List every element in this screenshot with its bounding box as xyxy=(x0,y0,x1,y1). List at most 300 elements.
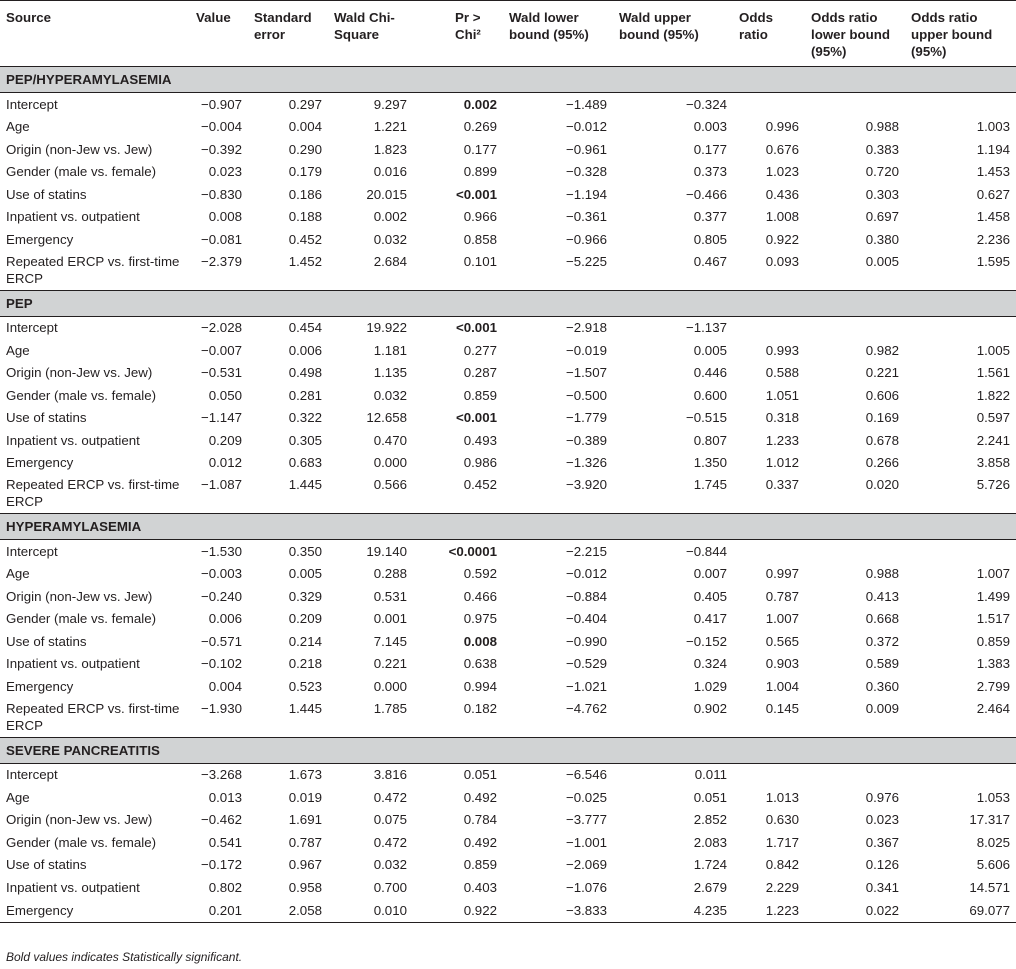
source-cell: Origin (non-Jew vs. Jew) xyxy=(6,141,153,157)
or-upper-cell: 17.317 xyxy=(969,812,1010,828)
odds-ratio-cell: 1.012 xyxy=(765,455,799,471)
p-value-cell: 0.966 xyxy=(463,209,497,225)
wald-chi-square-cell: 0.032 xyxy=(373,387,407,403)
odds-ratio-cell: 1.233 xyxy=(765,432,799,448)
p-value-cell: <0.001 xyxy=(455,320,497,336)
wald-chi-square-cell: 3.816 xyxy=(373,767,407,783)
or-upper-cell: 0.597 xyxy=(976,410,1010,426)
or-lower-cell: 0.982 xyxy=(865,342,899,358)
or-lower-cell xyxy=(805,316,905,339)
col-header-wald-lower: Wald lower bound (95%) xyxy=(503,1,613,67)
standard-error-cell: 0.967 xyxy=(288,857,322,873)
wald-upper-cell: 2.852 xyxy=(693,812,727,828)
standard-error-cell: 0.329 xyxy=(288,588,322,604)
wald-lower-cell: −0.990 xyxy=(565,633,607,649)
source-cell: Inpatient vs. outpatient xyxy=(6,656,140,672)
wald-chi-square-cell: 0.221 xyxy=(373,656,407,672)
value-cell: −1.530 xyxy=(200,543,242,559)
table-row xyxy=(0,675,1016,698)
p-value-cell: <0.0001 xyxy=(448,543,497,559)
or-upper-cell: 1.561 xyxy=(976,365,1010,381)
wald-lower-cell: −0.389 xyxy=(565,432,607,448)
col-header-wald-upper: Wald upper bound (95%) xyxy=(613,1,733,67)
p-value-cell: 0.859 xyxy=(463,857,497,873)
p-value-cell: <0.001 xyxy=(455,186,497,202)
wald-lower-cell: −0.500 xyxy=(565,387,607,403)
wald-upper-cell: 1.029 xyxy=(693,678,727,694)
value-cell: 0.050 xyxy=(208,387,242,403)
source-cell: Emergency xyxy=(0,899,190,923)
source-cell: Repeated ERCP vs. first-time ERCP xyxy=(6,700,180,733)
table-row xyxy=(0,251,1016,291)
wald-chi-square-cell: 19.140 xyxy=(366,543,407,559)
table-row xyxy=(0,206,1016,229)
source-cell: Gender (male vs. female) xyxy=(6,387,157,403)
or-upper-cell: 2.799 xyxy=(976,678,1010,694)
col-header-value: Value xyxy=(190,1,248,67)
standard-error-cell: 1.452 xyxy=(288,253,322,269)
p-value-cell: 0.986 xyxy=(463,455,497,471)
p-value-cell: 0.277 xyxy=(463,342,497,358)
col-header-source: Source xyxy=(0,1,190,67)
source-cell: Gender (male vs. female) xyxy=(6,611,157,627)
source-cell: Age xyxy=(6,789,30,805)
p-value-cell: 0.492 xyxy=(463,834,497,850)
odds-ratio-cell: 0.318 xyxy=(765,410,799,426)
wald-chi-square-cell: 1.221 xyxy=(373,119,407,135)
wald-chi-square-cell: 0.566 xyxy=(373,477,407,492)
wald-chi-square-cell: 9.297 xyxy=(373,96,407,112)
wald-upper-cell: 1.350 xyxy=(693,455,727,471)
value-cell: −0.081 xyxy=(200,231,242,247)
table-row xyxy=(0,407,1016,430)
table-row xyxy=(0,809,1016,832)
or-lower-cell: 0.372 xyxy=(865,633,899,649)
or-lower-cell: 0.413 xyxy=(865,588,899,604)
value-cell: 0.013 xyxy=(208,789,242,805)
table-row xyxy=(0,452,1016,475)
source-cell: Intercept xyxy=(6,96,58,112)
or-lower-cell: 0.367 xyxy=(865,834,899,850)
wald-upper-cell: 0.805 xyxy=(693,231,727,247)
table-row xyxy=(0,228,1016,251)
table-row xyxy=(0,339,1016,362)
or-lower-cell: 0.023 xyxy=(865,812,899,828)
odds-ratio-cell: 0.337 xyxy=(765,477,799,492)
col-header-odds-ratio: Odds ratio xyxy=(733,1,805,67)
or-upper-cell: 5.606 xyxy=(976,857,1010,873)
or-lower-cell: 0.126 xyxy=(865,857,899,873)
or-upper-cell: 1.005 xyxy=(976,342,1010,358)
source-cell: Origin (non-Jew vs. Jew) xyxy=(6,365,153,381)
source-cell: Intercept xyxy=(6,320,58,336)
value-cell: 0.023 xyxy=(208,164,242,180)
or-lower-cell: 0.221 xyxy=(865,365,899,381)
source-cell: Use of statins xyxy=(6,857,87,873)
source-cell: Age xyxy=(6,342,30,358)
wald-chi-square-cell: 0.472 xyxy=(373,834,407,850)
wald-lower-cell: −2.215 xyxy=(565,543,607,559)
p-value-cell: 0.592 xyxy=(463,566,497,582)
standard-error-cell: 1.673 xyxy=(288,767,322,783)
wald-lower-cell: −1.779 xyxy=(565,410,607,426)
table-row xyxy=(0,585,1016,608)
or-lower-cell: 0.589 xyxy=(865,656,899,672)
wald-lower-cell: −0.884 xyxy=(565,588,607,604)
wald-lower-cell: −0.961 xyxy=(565,141,607,157)
wald-chi-square-cell: 1.135 xyxy=(373,365,407,381)
standard-error-cell: 0.683 xyxy=(288,455,322,471)
odds-ratio-cell: 0.676 xyxy=(765,141,799,157)
or-lower-cell: 0.988 xyxy=(865,566,899,582)
wald-upper-cell: 1.724 xyxy=(693,857,727,873)
section-header-row xyxy=(0,67,1016,93)
wald-upper-cell: −0.844 xyxy=(685,543,727,559)
table-row xyxy=(0,854,1016,877)
wald-lower-cell: −0.966 xyxy=(565,231,607,247)
wald-chi-square-cell: 1.181 xyxy=(373,342,407,358)
value-cell: −0.531 xyxy=(200,365,242,381)
wald-chi-square-cell: 0.470 xyxy=(373,432,407,448)
or-upper-cell: 3.858 xyxy=(976,455,1010,471)
source-cell: Inpatient vs. outpatient xyxy=(6,879,140,895)
or-upper-cell xyxy=(905,540,1016,563)
or-lower-cell: 0.341 xyxy=(865,879,899,895)
wald-chi-square-cell: 20.015 xyxy=(366,186,407,202)
wald-lower-cell: −0.012 xyxy=(565,566,607,582)
p-value-cell: 0.182 xyxy=(463,700,497,716)
table-row xyxy=(0,161,1016,184)
p-value-cell: 0.287 xyxy=(463,365,497,381)
wald-lower-cell: −3.777 xyxy=(565,812,607,828)
standard-error-cell: 0.188 xyxy=(288,209,322,225)
source-cell: Emergency xyxy=(6,455,74,471)
table-row xyxy=(0,563,1016,586)
standard-error-cell: 0.305 xyxy=(288,432,322,448)
source-cell: Emergency xyxy=(6,678,74,694)
source-cell: Intercept xyxy=(6,767,58,783)
wald-lower-cell: −0.529 xyxy=(565,656,607,672)
or-upper-cell: 1.383 xyxy=(976,656,1010,672)
or-lower-cell: 0.020 xyxy=(865,477,899,492)
source-cell: Use of statins xyxy=(6,633,87,649)
or-lower-cell: 0.668 xyxy=(865,611,899,627)
p-value-cell: 0.008 xyxy=(463,633,497,649)
wald-chi-square-cell: 0.531 xyxy=(373,588,407,604)
wald-chi-square-cell: 0.010 xyxy=(328,899,413,923)
odds-ratio-cell: 0.630 xyxy=(765,812,799,828)
or-lower-cell: 0.976 xyxy=(865,789,899,805)
wald-upper-cell: 0.377 xyxy=(693,209,727,225)
p-value-cell: 0.493 xyxy=(463,432,497,448)
p-value-cell: 0.466 xyxy=(463,588,497,604)
standard-error-cell: 0.186 xyxy=(288,186,322,202)
wald-lower-cell: −0.328 xyxy=(565,164,607,180)
table-row xyxy=(0,138,1016,161)
or-lower-cell xyxy=(805,93,905,116)
wald-lower-cell: −3.833 xyxy=(503,899,613,923)
wald-lower-cell: −6.546 xyxy=(565,767,607,783)
standard-error-cell: 0.179 xyxy=(288,164,322,180)
or-upper-cell xyxy=(905,93,1016,116)
source-cell: Origin (non-Jew vs. Jew) xyxy=(6,588,153,604)
or-upper-cell: 1.458 xyxy=(976,209,1010,225)
section-header-row xyxy=(0,737,1016,763)
standard-error-cell: 2.058 xyxy=(248,899,328,923)
wald-upper-cell: 0.005 xyxy=(693,342,727,358)
wald-upper-cell: 0.405 xyxy=(693,588,727,604)
value-cell: −0.571 xyxy=(200,633,242,649)
col-header-pr-chi: Pr > Chi² xyxy=(413,1,503,67)
table-row xyxy=(0,786,1016,809)
col-header-standard-error: Standard error xyxy=(248,1,328,67)
p-value-cell: 0.784 xyxy=(463,812,497,828)
wald-upper-cell: 0.600 xyxy=(693,387,727,403)
section-title: PEP/HYPERAMYLASEMIA xyxy=(0,67,1016,93)
standard-error-cell: 0.214 xyxy=(288,633,322,649)
wald-chi-square-cell: 1.823 xyxy=(373,141,407,157)
p-value-cell: 0.922 xyxy=(413,899,503,923)
source-cell: Inpatient vs. outpatient xyxy=(6,209,140,225)
or-upper-cell: 1.822 xyxy=(976,387,1010,403)
or-upper-cell: 1.517 xyxy=(976,611,1010,627)
standard-error-cell: 0.218 xyxy=(288,656,322,672)
or-lower-cell: 0.697 xyxy=(865,209,899,225)
or-upper-cell: 1.453 xyxy=(976,164,1010,180)
col-header-or-lower: Odds ratio lower bound (95%) xyxy=(805,1,905,67)
p-value-cell: 0.638 xyxy=(463,656,497,672)
wald-lower-cell: −1.507 xyxy=(565,365,607,381)
odds-ratio-cell: 0.993 xyxy=(765,342,799,358)
wald-upper-cell: −0.515 xyxy=(685,410,727,426)
or-lower-cell: 0.169 xyxy=(865,410,899,426)
value-cell: 0.006 xyxy=(208,611,242,627)
or-upper-cell xyxy=(905,316,1016,339)
or-upper-cell: 1.053 xyxy=(976,789,1010,805)
wald-lower-cell: −0.025 xyxy=(565,789,607,805)
value-cell: 0.802 xyxy=(208,879,242,895)
standard-error-cell: 0.004 xyxy=(288,119,322,135)
or-lower-cell: 0.009 xyxy=(865,700,899,716)
or-upper-cell: 2.241 xyxy=(976,432,1010,448)
or-upper-cell: 1.007 xyxy=(976,566,1010,582)
odds-ratio-cell: 2.229 xyxy=(765,879,799,895)
odds-ratio-cell: 0.996 xyxy=(765,119,799,135)
standard-error-cell: 0.350 xyxy=(288,543,322,559)
odds-ratio-cell: 1.051 xyxy=(765,387,799,403)
or-upper-cell: 5.726 xyxy=(976,477,1010,492)
wald-upper-cell: −0.466 xyxy=(685,186,727,202)
standard-error-cell: 1.445 xyxy=(288,700,322,716)
wald-upper-cell: 0.467 xyxy=(693,253,727,269)
wald-lower-cell: −1.001 xyxy=(565,834,607,850)
odds-ratio-cell: 0.787 xyxy=(765,588,799,604)
standard-error-cell: 0.209 xyxy=(288,611,322,627)
wald-upper-cell: 0.446 xyxy=(693,365,727,381)
or-upper-cell: 0.859 xyxy=(976,633,1010,649)
table-row xyxy=(0,630,1016,653)
wald-upper-cell: 0.807 xyxy=(693,432,727,448)
table-row xyxy=(0,698,1016,738)
section-header-row xyxy=(0,290,1016,316)
or-upper-cell: 1.003 xyxy=(976,119,1010,135)
wald-chi-square-cell: 0.700 xyxy=(373,879,407,895)
value-cell: 0.541 xyxy=(208,834,242,850)
odds-ratio-cell xyxy=(733,763,805,786)
wald-chi-square-cell: 0.472 xyxy=(373,789,407,805)
or-upper-cell: 69.077 xyxy=(905,899,1016,923)
or-lower-cell: 0.720 xyxy=(865,164,899,180)
wald-chi-square-cell: 19.922 xyxy=(366,320,407,336)
odds-ratio-cell xyxy=(733,316,805,339)
standard-error-cell: 0.322 xyxy=(288,410,322,426)
odds-ratio-cell: 0.842 xyxy=(765,857,799,873)
wald-chi-square-cell: 12.658 xyxy=(366,410,407,426)
wald-upper-cell: 0.373 xyxy=(693,164,727,180)
wald-upper-cell: 4.235 xyxy=(613,899,733,923)
or-upper-cell: 14.571 xyxy=(969,879,1010,895)
standard-error-cell: 0.958 xyxy=(288,879,322,895)
table-body xyxy=(0,67,1016,923)
wald-lower-cell: −0.012 xyxy=(565,119,607,135)
source-cell: Intercept xyxy=(6,543,58,559)
standard-error-cell: 0.281 xyxy=(288,387,322,403)
value-cell: −2.028 xyxy=(200,320,242,336)
table-row xyxy=(0,653,1016,676)
or-upper-cell: 1.499 xyxy=(976,588,1010,604)
source-cell: Emergency xyxy=(6,231,74,247)
or-lower-cell: 0.005 xyxy=(865,253,899,269)
table-row xyxy=(0,384,1016,407)
odds-ratio-cell xyxy=(733,540,805,563)
source-cell: Age xyxy=(6,119,30,135)
wald-upper-cell: 2.083 xyxy=(693,834,727,850)
wald-upper-cell: 0.011 xyxy=(694,767,727,783)
table-row xyxy=(0,183,1016,206)
or-upper-cell: 2.464 xyxy=(976,700,1010,716)
standard-error-cell: 0.454 xyxy=(288,320,322,336)
or-upper-cell: 2.236 xyxy=(976,231,1010,247)
wald-upper-cell: −0.152 xyxy=(685,633,727,649)
wald-upper-cell: 0.417 xyxy=(693,611,727,627)
wald-chi-square-cell: 0.001 xyxy=(373,611,407,627)
p-value-cell: 0.403 xyxy=(463,879,497,895)
wald-chi-square-cell: 0.032 xyxy=(373,857,407,873)
table-row xyxy=(0,474,1016,514)
table-row xyxy=(0,608,1016,631)
value-cell: 0.004 xyxy=(208,678,242,694)
or-lower-cell: 0.678 xyxy=(865,432,899,448)
value-cell: −0.830 xyxy=(200,186,242,202)
odds-ratio-cell: 0.997 xyxy=(765,566,799,582)
table-row xyxy=(0,362,1016,385)
or-upper-cell: 0.627 xyxy=(976,186,1010,202)
source-cell: Origin (non-Jew vs. Jew) xyxy=(6,812,153,828)
odds-ratio-cell: 0.903 xyxy=(765,656,799,672)
p-value-cell: 0.269 xyxy=(463,119,497,135)
value-cell: −1.930 xyxy=(200,700,242,716)
value-cell: −1.147 xyxy=(200,410,242,426)
odds-ratio-cell: 0.565 xyxy=(765,633,799,649)
standard-error-cell: 1.445 xyxy=(288,477,322,492)
header-row xyxy=(0,1,1016,67)
p-value-cell: 0.994 xyxy=(463,678,497,694)
odds-ratio-cell xyxy=(733,93,805,116)
wald-upper-cell: 0.177 xyxy=(693,141,727,157)
wald-chi-square-cell: 0.000 xyxy=(373,678,407,694)
value-cell: 0.012 xyxy=(208,455,242,471)
value-cell: 0.008 xyxy=(208,209,242,225)
or-lower-cell xyxy=(805,763,905,786)
standard-error-cell: 0.452 xyxy=(288,231,322,247)
section-title: HYPERAMYLASEMIA xyxy=(0,514,1016,540)
source-cell: Age xyxy=(6,566,30,582)
odds-ratio-cell: 1.007 xyxy=(765,611,799,627)
standard-error-cell: 0.006 xyxy=(288,342,322,358)
p-value-cell: 0.492 xyxy=(463,789,497,805)
standard-error-cell: 1.691 xyxy=(288,812,322,828)
value-cell: −0.003 xyxy=(200,566,242,582)
source-cell: Inpatient vs. outpatient xyxy=(6,432,140,448)
table-row xyxy=(0,876,1016,899)
or-lower-cell: 0.266 xyxy=(865,455,899,471)
p-value-cell: 0.002 xyxy=(463,96,497,112)
wald-chi-square-cell: 0.002 xyxy=(373,209,407,225)
table-row xyxy=(0,429,1016,452)
wald-lower-cell: −1.076 xyxy=(565,879,607,895)
source-cell: Repeated ERCP vs. first-time ERCP xyxy=(6,253,180,286)
wald-lower-cell: −1.021 xyxy=(565,678,607,694)
wald-upper-cell: 0.051 xyxy=(693,789,727,805)
wald-upper-cell: 0.007 xyxy=(693,566,727,582)
p-value-cell: 0.975 xyxy=(463,611,497,627)
or-lower-cell: 0.606 xyxy=(865,387,899,403)
odds-ratio-cell: 0.588 xyxy=(765,365,799,381)
standard-error-cell: 0.523 xyxy=(288,678,322,694)
value-cell: −2.379 xyxy=(200,253,242,269)
or-lower-cell: 0.022 xyxy=(805,899,905,923)
section-title: PEP xyxy=(0,290,1016,316)
value-cell: 0.201 xyxy=(190,899,248,923)
p-value-cell: 0.859 xyxy=(463,387,497,403)
wald-chi-square-cell: 0.016 xyxy=(373,164,407,180)
or-upper-cell: 1.595 xyxy=(976,253,1010,269)
value-cell: −0.907 xyxy=(200,96,242,112)
odds-ratio-cell: 0.145 xyxy=(765,700,799,716)
or-lower-cell: 0.383 xyxy=(865,141,899,157)
or-lower-cell: 0.360 xyxy=(865,678,899,694)
standard-error-cell: 0.297 xyxy=(288,96,322,112)
wald-lower-cell: −0.404 xyxy=(565,611,607,627)
value-cell: −0.172 xyxy=(200,857,242,873)
standard-error-cell: 0.019 xyxy=(288,789,322,805)
p-value-cell: <0.001 xyxy=(455,410,497,426)
p-value-cell: 0.899 xyxy=(463,164,497,180)
value-cell: −0.240 xyxy=(200,588,242,604)
or-lower-cell: 0.380 xyxy=(865,231,899,247)
wald-lower-cell: −1.194 xyxy=(565,186,607,202)
or-upper-cell: 8.025 xyxy=(976,834,1010,850)
p-value-cell: 0.051 xyxy=(463,767,497,783)
or-lower-cell xyxy=(805,540,905,563)
wald-chi-square-cell: 0.000 xyxy=(373,455,407,471)
wald-chi-square-cell: 2.684 xyxy=(373,253,407,269)
section-header-row xyxy=(0,514,1016,540)
table-row xyxy=(0,763,1016,786)
value-cell: −1.087 xyxy=(200,477,242,492)
table-row xyxy=(0,540,1016,563)
odds-ratio-cell: 1.013 xyxy=(765,789,799,805)
